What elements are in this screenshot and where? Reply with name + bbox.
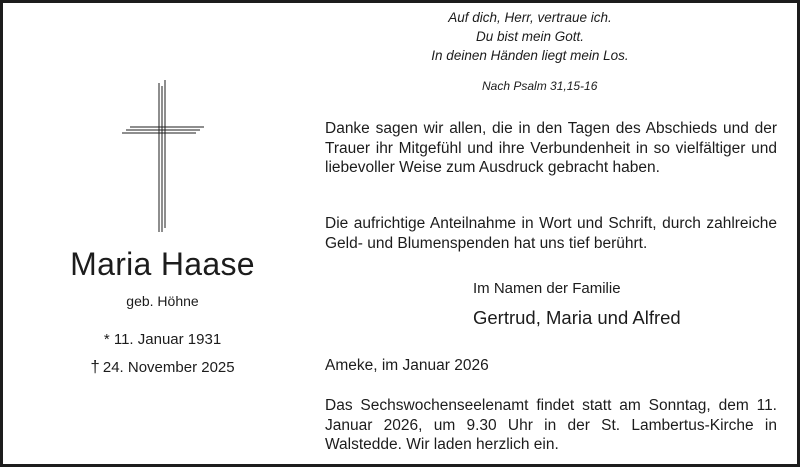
- thanks-paragraph-2: Die aufrichtige Anteilnahme in Wort und Schrift, durch zahlreiche Geld- und Blumenspenden hat uns tief berührt.: [325, 215, 777, 252]
- birth-date: * 11. Januar 1931: [103, 331, 222, 348]
- service-notice: Das Sechswochenseelenamt findet statt am Sonntag, dem 11. Januar 2026, um 9.30 Uhr in der St. Lambertus-Kirche in Walstedde. Wir laden herzlich ein.: [325, 397, 777, 454]
- dagger-icon: †: [90, 357, 100, 376]
- psalm-line: In deinen Händen liegt mein Los.: [431, 48, 629, 63]
- place-date: Ameke, im Januar 2026: [325, 357, 489, 374]
- psalm-line: Du bist mein Gott.: [475, 29, 585, 44]
- signature-names: Gertrud, Maria und Alfred: [473, 307, 681, 328]
- maiden-name: geb. Höhne: [126, 293, 199, 309]
- death-date: 24. November 2025: [102, 359, 235, 376]
- cross-icon: [122, 80, 204, 235]
- signature-intro: Im Namen der Familie: [473, 280, 621, 297]
- psalm-reference: Nach Psalm 31,15-16: [482, 79, 598, 93]
- thanks-paragraph-1: Danke sagen wir allen, die in den Tagen des Abschieds und der Trauer ihr Mitgefühl und ihre Verbundenheit in so vielfältiger und liebevoller Weise zum Ausdruck gebracht haben.: [325, 120, 777, 177]
- death-date-line: [40, 357, 285, 377]
- deceased-name: Maria Haase: [70, 246, 255, 282]
- psalm-line: Auf dich, Herr, vertraue ich.: [448, 10, 612, 25]
- psalm-quote: [330, 8, 730, 65]
